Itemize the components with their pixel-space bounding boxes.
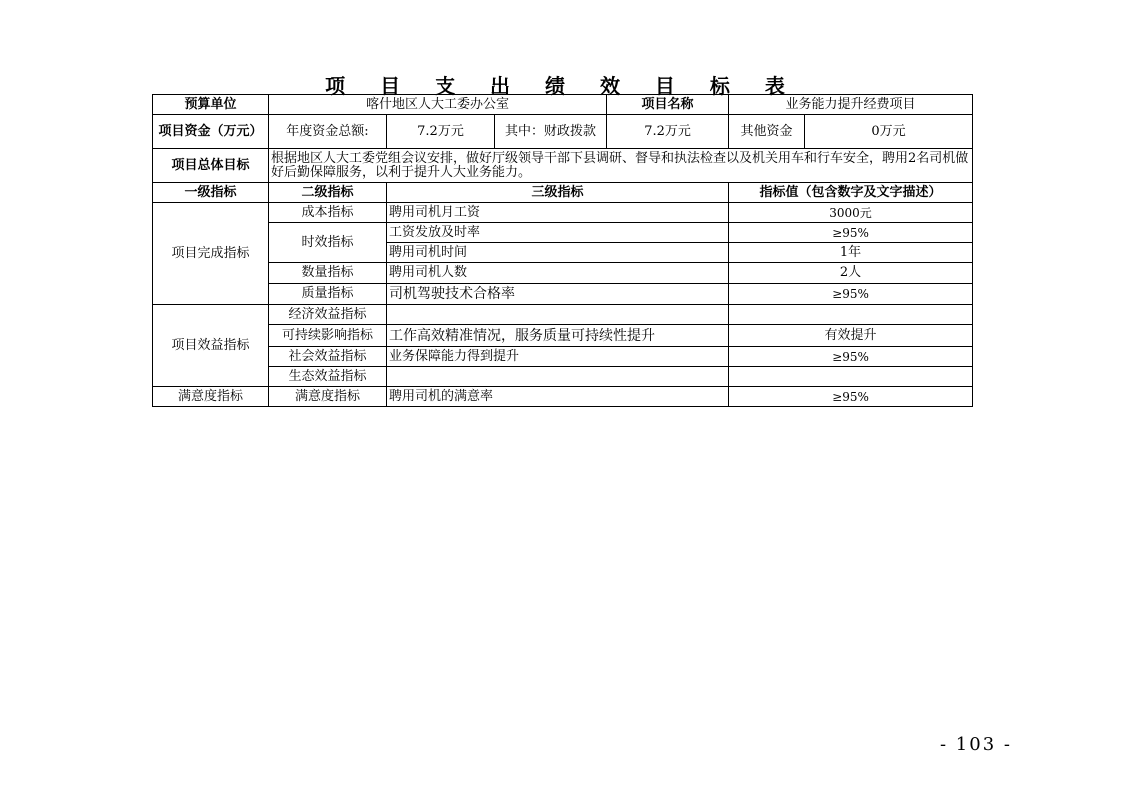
- level3-cell: 聘用司机月工资: [387, 203, 729, 223]
- group-benefit: 项目效益指标: [153, 305, 269, 387]
- value-cell: [729, 367, 973, 387]
- budget-unit-label: 预算单位: [153, 95, 269, 115]
- level3-cell: 工资发放及时率: [387, 223, 729, 243]
- table-row: [153, 223, 973, 243]
- goal-label: 项目总体目标: [153, 149, 269, 183]
- goal-text: 根据地区人大工委党组会议安排，做好厅级领导干部下县调研、督导和执法检查以及机关用车和行车安全，聘用2名司机做好后勤保障服务，以利于提升人大业务能力。: [269, 149, 973, 183]
- level2-cell: 数量指标: [269, 263, 387, 284]
- level3-cell: 聘用司机人数: [387, 263, 729, 284]
- col-value-header: 指标值（包含数字及文字描述）: [729, 183, 973, 203]
- value-cell: 有效提升: [729, 325, 973, 347]
- annual-total-label: 年度资金总额:: [269, 115, 387, 149]
- level3-cell: 聘用司机时间: [387, 243, 729, 263]
- level2-cell: 成本指标: [269, 203, 387, 223]
- performance-goal-table: [152, 94, 973, 407]
- value-cell: ≥95%: [729, 347, 973, 367]
- fiscal-label: 其中：财政拨款: [495, 115, 607, 149]
- table-row: [153, 325, 973, 347]
- other-funds-label: 其他资金: [729, 115, 805, 149]
- value-cell: 3000元: [729, 203, 973, 223]
- level3-cell: [387, 305, 729, 325]
- page-number: - 103 -: [940, 734, 1012, 755]
- table-row: [153, 284, 973, 305]
- level2-cell: 时效指标: [269, 223, 387, 263]
- page-title: 项 目 支 出 绩 效 目 标 表: [325, 74, 799, 98]
- project-name-label: 项目名称: [607, 95, 729, 115]
- header-row: [153, 95, 973, 115]
- table-row: [153, 367, 973, 387]
- group-completion: 项目完成指标: [153, 203, 269, 305]
- table-row: [153, 203, 973, 223]
- fiscal-value: 7.2万元: [607, 115, 729, 149]
- level3-cell: [387, 367, 729, 387]
- value-cell: [729, 305, 973, 325]
- level2-cell: 经济效益指标: [269, 305, 387, 325]
- project-name-value: 业务能力提升经费项目: [729, 95, 973, 115]
- level3-cell: 工作高效精准情况，服务质量可持续性提升: [387, 325, 729, 347]
- col-level1-header: 一级指标: [153, 183, 269, 203]
- level2-cell: 满意度指标: [269, 387, 387, 407]
- level3-cell: 司机驾驶技术合格率: [387, 284, 729, 305]
- annual-total-value: 7.2万元: [387, 115, 495, 149]
- table-row: [153, 347, 973, 367]
- value-cell: ≥95%: [729, 387, 973, 407]
- table-row: [153, 305, 973, 325]
- level2-cell: 可持续影响指标: [269, 325, 387, 347]
- budget-unit-value: 喀什地区人大工委办公室: [269, 95, 607, 115]
- funds-row: [153, 115, 973, 149]
- table-row: [153, 387, 973, 407]
- table-row: [153, 263, 973, 284]
- level3-cell: 业务保障能力得到提升: [387, 347, 729, 367]
- level2-cell: 社会效益指标: [269, 347, 387, 367]
- other-funds-value: 0万元: [805, 115, 973, 149]
- goal-row: [153, 149, 973, 183]
- group-satisfaction: 满意度指标: [153, 387, 269, 407]
- value-cell: 1年: [729, 243, 973, 263]
- col-level3-header: 三级指标: [387, 183, 729, 203]
- value-cell: ≥95%: [729, 223, 973, 243]
- column-header-row: [153, 183, 973, 203]
- funds-label: 项目资金（万元）: [153, 115, 269, 149]
- level3-cell: 聘用司机的满意率: [387, 387, 729, 407]
- value-cell: ≥95%: [729, 284, 973, 305]
- col-level2-header: 二级指标: [269, 183, 387, 203]
- value-cell: 2人: [729, 263, 973, 284]
- level2-cell: 生态效益指标: [269, 367, 387, 387]
- level2-cell: 质量指标: [269, 284, 387, 305]
